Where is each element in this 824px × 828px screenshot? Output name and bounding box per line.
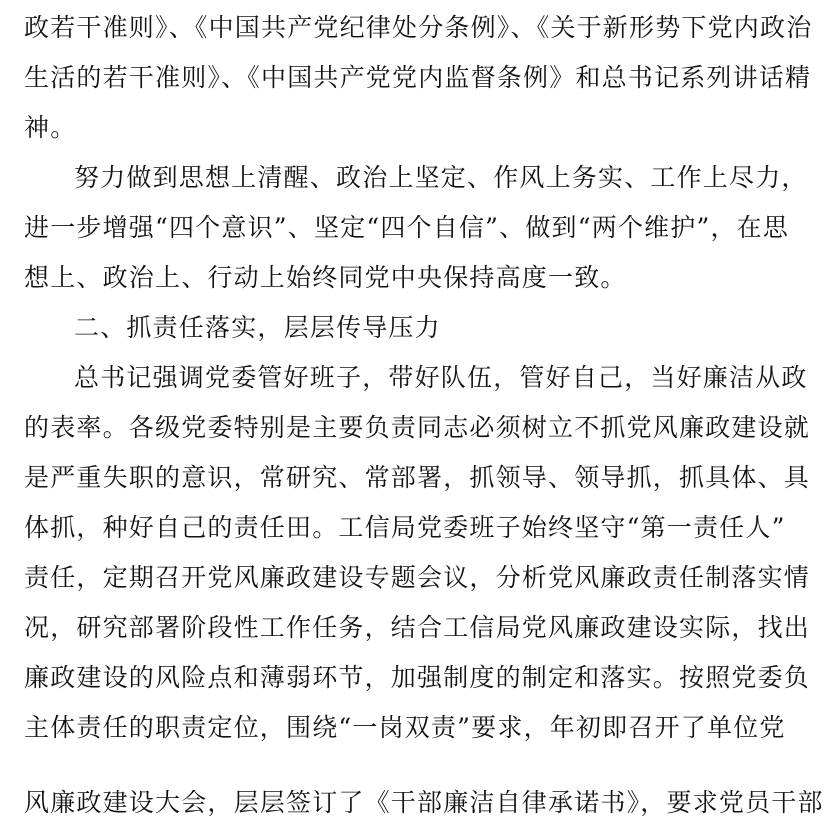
text-line-5: 进一步增强“四个意识”、坚定“四个自信”、做到“两个维护”，在思 [24, 213, 790, 242]
text-line-12: 责任，定期召开党风廉政建设专题会议，分析党风廉政责任制落实情 [24, 563, 811, 592]
text-line-14: 廉政建设的风险点和薄弱环节，加强制度的制定和落实。按照党委负 [24, 663, 811, 692]
text-line-4: 努力做到思想上清醒、政治上坚定、作风上务实、工作上尽力， [74, 163, 808, 192]
text-line-3: 神。 [24, 113, 77, 142]
text-line-8: 总书记强调党委管好班子，带好队伍，管好自己，当好廉洁从政 [74, 363, 808, 392]
section-heading: 二、抓责任落实，层层传导压力 [74, 313, 441, 342]
text-line-10: 是严重失职的意识，常研究、常部署，抓领导、领导抓，抓具体、具 [24, 463, 811, 492]
text-line-2: 生活的若干准则》、《中国共产党党内监督条例》和总书记系列讲话精 [24, 63, 812, 92]
text-line-16-partial: 风廉政建设大会，层层签订了《干部廉洁自律承诺书》，要求党员干部 [24, 788, 824, 817]
text-line-6: 想上、政治上、行动上始终同党中央保持高度一致。 [24, 263, 627, 292]
text-line-1: 政若干准则》、《中国共产党纪律处分条例》、《关于新形势下党内政治 [24, 13, 813, 42]
text-line-15: 主体责任的职责定位，围绕“一岗双责”要求，年初即召开了单位党 [24, 713, 786, 742]
text-line-13: 况，研究部署阶段性工作任务，结合工信局党风廉政建设实际，找出 [24, 613, 811, 642]
text-line-9: 的表率。各级党委特别是主要负责同志必须树立不抓党风廉政建设就 [24, 413, 811, 442]
text-line-11: 体抓，种好自己的责任田。工信局党委班子始终坚守“第一责任人” [24, 513, 786, 542]
